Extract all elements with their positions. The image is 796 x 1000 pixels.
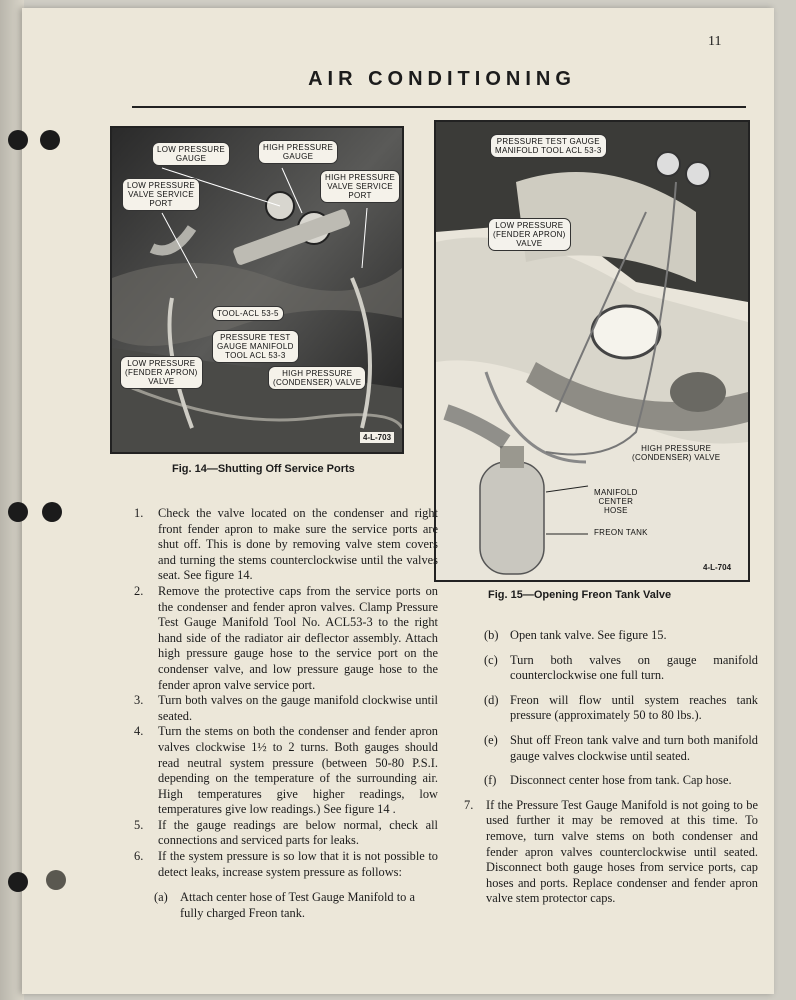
binder-hole xyxy=(8,502,28,522)
substep-item: (f) Disconnect center hose from tank. Cap hose. xyxy=(484,773,732,788)
step-item: 7. If the Pressure Test Gauge Manifold is not going to be used further it may be removed at this time. To remove, turn valve stems on both condenser and fender apron valves counterclockwise until seated. Disconnect both gauge hoses from service ports, cap hoses and ports. Replace condenser and fender apron valve stem protector caps. xyxy=(464,797,758,906)
title-rule xyxy=(132,106,746,108)
fig14-label-high-pressure-gauge: HIGH PRESSURE GAUGE xyxy=(258,140,338,164)
left-column-steps xyxy=(134,506,438,921)
fig14-label-manifold-tool: PRESSURE TEST GAUGE MANIFOLD TOOL ACL 53-3 xyxy=(212,330,299,363)
fig15-caption: Fig. 15—Opening Freon Tank Valve xyxy=(488,589,672,601)
step-item: 6. If the system pressure is so low that it is not possible to detect leaks, increase system pressure as follows: xyxy=(134,849,438,879)
fig15-label-high-pressure-condenser-valve: HIGH PRESSURE (CONDENSER) VALVE xyxy=(632,444,721,462)
fig14-label-low-pressure-gauge: LOW PRESSURE GAUGE xyxy=(152,142,230,166)
substep-item: (b) Open tank valve. See figure 15. xyxy=(484,628,667,642)
step-item: 4. Turn the stems on both the condenser and fender apron valves clockwise 1½ to 2 turns. Both gauges should read neutral system pressure (between 50-80 P.S.I. depending on the temperature of the surrounding air. High temperatures give higher readings, low temperatures give low readings.) See figure 14 . xyxy=(134,724,438,817)
step-item: 2. Remove the protective caps from the service ports on the condenser and fender apron valves. Clamp Pressure Test Gauge Manifold Tool No. ACL53-3 to the right hand side of the radiator air deflector assembly. Attach high pressure gauge hose to the service port on the condenser valve, and low pressure gauge hose to the fender apron valve service port. xyxy=(134,583,438,692)
page-title: AIR CONDITIONING xyxy=(308,68,576,90)
binder-hole xyxy=(42,502,62,522)
binder-hole xyxy=(40,130,60,150)
fig14-id: 4-L-703 xyxy=(360,432,394,443)
fig15-label-manifold-tool: PRESSURE TEST GAUGE MANIFOLD TOOL ACL 53-3 xyxy=(490,134,607,158)
right-column-steps xyxy=(464,628,758,907)
fig14-label-high-pressure-condenser-valve: HIGH PRESSURE (CONDENSER) VALVE xyxy=(268,366,366,390)
step-item: 5. If the gauge readings are below normal, check all connections and serviced parts for leaks. xyxy=(134,817,438,848)
step-item: 1. Check the valve located on the condenser and right front fender apron to make sure the service ports are shut off. This is done by removing valve stem covers and turning the stems counterclockwise until the valves seat. See figure 14. xyxy=(134,506,438,583)
binder-hole xyxy=(46,870,66,890)
substep-item: (e) Shut off Freon tank valve and turn both manifold gauge valves clockwise until seated. xyxy=(484,732,758,763)
fig14-label-low-pressure-valve-port: LOW PRESSURE VALVE SERVICE PORT xyxy=(122,178,200,211)
manual-page xyxy=(22,8,774,994)
fig14-label-high-pressure-valve-port: HIGH PRESSURE VALVE SERVICE PORT xyxy=(320,170,400,203)
step-item: 3. Turn both valves on the gauge manifold clockwise until seated. xyxy=(134,693,438,723)
fig15-label-freon-tank: FREON TANK xyxy=(594,528,648,537)
substep-item: (c) Turn both valves on gauge manifold counterclockwise one full turn. xyxy=(484,652,758,683)
substep-item: (d) Freon will flow until system reaches tank pressure (approximately 50 to 80 lbs.). xyxy=(484,692,758,723)
figure-15-photo xyxy=(434,120,750,582)
fig15-label-low-pressure-fender-valve: LOW PRESSURE (FENDER APRON) VALVE xyxy=(488,218,571,251)
substep-item: (a) Attach center hose of Test Gauge Manifold to a fully charged Freon tank. xyxy=(154,890,415,920)
fig14-label-tool-acl: TOOL-ACL 53-5 xyxy=(212,306,284,321)
fig14-label-low-pressure-fender-valve: LOW PRESSURE (FENDER APRON) VALVE xyxy=(120,356,203,389)
fig15-label-manifold-center-hose: MANIFOLD CENTER HOSE xyxy=(594,488,638,515)
fig14-caption: Fig. 14—Shutting Off Service Ports xyxy=(172,463,355,475)
figure-14-photo xyxy=(110,126,404,454)
binding-strip xyxy=(0,0,24,1000)
binder-hole xyxy=(8,130,28,150)
binder-hole xyxy=(8,872,28,892)
page-number: 11 xyxy=(708,34,722,49)
fig15-id: 4-L-704 xyxy=(703,563,732,572)
